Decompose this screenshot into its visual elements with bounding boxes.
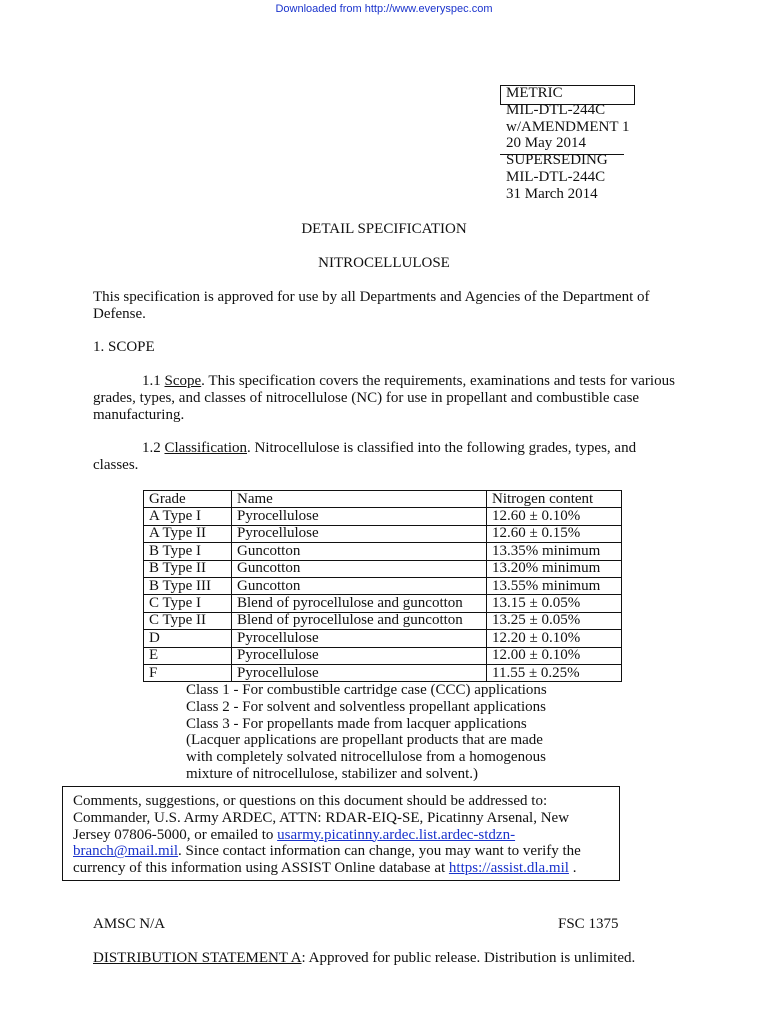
- classification-table: [143, 490, 622, 682]
- distribution-text: : Approved for public release. Distribution is unlimited.: [301, 950, 636, 966]
- class-item: Class 3 - For propellants made from lacquer applications: [186, 715, 527, 732]
- section-1-1-text: . This specification covers the requirements, examinations and tests for various grades, types, and classes of nitrocellulose (NC) for use in propellant and combustible case manufacturing.: [93, 373, 675, 423]
- class-item: Class 2 - For solvent and solventless propellant applications: [186, 698, 546, 715]
- table-cell-nitrogen: 12.60 ± 0.10%: [487, 508, 622, 525]
- section-1-2-title: Classification: [164, 440, 247, 456]
- table-cell-nitrogen: 13.25 ± 0.05%: [487, 612, 622, 629]
- approval-statement: This specification is approved for use by all Departments and Agencies of the Department of Defense.: [93, 289, 650, 322]
- comments-box: [62, 786, 620, 881]
- table-cell-grade: C Type II: [144, 612, 232, 629]
- table-cell-nitrogen: 12.00 ± 0.10%: [487, 647, 622, 664]
- comments-text: currency of this information using ASSIST Online database at: [73, 860, 449, 877]
- table-cell-nitrogen: 12.20 ± 0.10%: [487, 630, 622, 647]
- table-cell-grade: B Type I: [144, 543, 232, 560]
- section-1-1-number: 1.1: [142, 373, 165, 389]
- comments-text: . Since contact information can change, you may want to verify the: [178, 843, 581, 860]
- scope-heading: 1. SCOPE: [93, 339, 155, 355]
- header-superseded-date: 31 March 2014: [506, 185, 598, 202]
- table-cell-grade: E: [144, 647, 232, 664]
- distribution-statement: [93, 950, 635, 967]
- class-item: Class 1 - For combustible cartridge case (CCC) applications: [186, 682, 547, 698]
- table-cell-grade: B Type II: [144, 560, 232, 577]
- class-note-line: mixture of nitrocellulose, stabilizer and solvent.): [186, 765, 479, 782]
- doc-type-title: DETAIL SPECIFICATION: [301, 221, 467, 237]
- table-row: [144, 560, 622, 577]
- section-1-1-title: Scope: [164, 373, 202, 389]
- comments-line: Comments, suggestions, or questions on this document should be addressed to:: [73, 793, 548, 809]
- table-cell-nitrogen: 12.60 ± 0.15%: [487, 525, 622, 542]
- table-row: [144, 664, 622, 681]
- table-header-cell: Nitrogen content: [487, 491, 622, 508]
- comments-line: [73, 827, 619, 844]
- table-cell-grade: A Type II: [144, 525, 232, 542]
- table-cell-name: Pyrocellulose: [232, 647, 487, 664]
- header-superseding: SUPERSEDING: [506, 152, 608, 169]
- fsc-code: FSC 1375: [558, 916, 619, 932]
- table-cell-name: Pyrocellulose: [232, 664, 487, 681]
- amsc-code: AMSC N/A: [93, 916, 166, 932]
- section-1-1: [93, 373, 683, 424]
- comments-line: [73, 860, 619, 877]
- table-header-cell: Grade: [144, 491, 232, 508]
- table-cell-nitrogen: 13.20% minimum: [487, 560, 622, 577]
- header-superseded-number: MIL-DTL-244C: [506, 168, 606, 185]
- section-1-2: [93, 440, 683, 474]
- assist-link[interactable]: https://assist.dla.mil: [448, 860, 569, 877]
- distribution-label: DISTRIBUTION STATEMENT A: [93, 950, 302, 966]
- comments-text: Jersey 07806-5000, or emailed to: [73, 826, 278, 843]
- table-cell-name: Pyrocellulose: [232, 630, 487, 647]
- class-list: [186, 682, 586, 783]
- email-link-continued[interactable]: branch@mail.mil: [73, 843, 179, 860]
- comments-line: [73, 843, 619, 860]
- table-header-row: [144, 491, 622, 508]
- table-cell-name: Guncotton: [232, 560, 487, 577]
- table-cell-grade: F: [144, 664, 232, 681]
- table-cell-nitrogen: 13.35% minimum: [487, 543, 622, 560]
- table-cell-grade: C Type I: [144, 595, 232, 612]
- table-row: [144, 577, 622, 594]
- table-cell-nitrogen: 13.15 ± 0.05%: [487, 595, 622, 612]
- table-cell-grade: A Type I: [144, 508, 232, 525]
- class-note-line: with completely solvated nitrocellulose from a homogenous: [186, 749, 546, 766]
- subject-title: NITROCELLULOSE: [318, 255, 450, 271]
- table-cell-name: Blend of pyrocellulose and guncotton: [232, 595, 487, 612]
- email-link[interactable]: usarmy.picatinny.ardec.list.ardec-stdzn-: [277, 826, 516, 843]
- table-row: [144, 595, 622, 612]
- header-amendment: w/AMENDMENT 1: [506, 118, 630, 135]
- table-cell-nitrogen: 11.55 ± 0.25%: [487, 664, 622, 681]
- table-cell-grade: B Type III: [144, 577, 232, 594]
- table-cell-nitrogen: 13.55% minimum: [487, 577, 622, 594]
- table-row: [144, 647, 622, 664]
- table-header-cell: Name: [232, 491, 487, 508]
- header-metric: METRIC: [506, 85, 563, 101]
- header-doc-number: MIL-DTL-244C: [506, 101, 606, 118]
- comments-line: Commander, U.S. Army ARDEC, ATTN: RDAR-EIQ-SE, Picatinny Arsenal, New: [73, 809, 570, 826]
- table-row: [144, 612, 622, 629]
- table-row: [144, 525, 622, 542]
- section-1-2-number: 1.2: [142, 440, 165, 456]
- document-header-block: [500, 85, 636, 203]
- download-source-link[interactable]: Downloaded from http://www.everyspec.com: [275, 3, 493, 15]
- table-row: [144, 508, 622, 525]
- table-cell-grade: D: [144, 630, 232, 647]
- table-cell-name: Guncotton: [232, 543, 487, 560]
- table-cell-name: Blend of pyrocellulose and guncotton: [232, 612, 487, 629]
- header-date: 20 May 2014: [506, 135, 586, 152]
- table-cell-name: Pyrocellulose: [232, 508, 487, 525]
- section-1-2-text: . Nitrocellulose is classified into the following grades, types, and classes.: [93, 440, 637, 473]
- table-cell-name: Pyrocellulose: [232, 525, 487, 542]
- table-cell-name: Guncotton: [232, 577, 487, 594]
- comments-text: .: [568, 860, 577, 877]
- table-row: [144, 630, 622, 647]
- table-row: [144, 543, 622, 560]
- class-note-line: (Lacquer applications are propellant products that are made: [186, 732, 543, 749]
